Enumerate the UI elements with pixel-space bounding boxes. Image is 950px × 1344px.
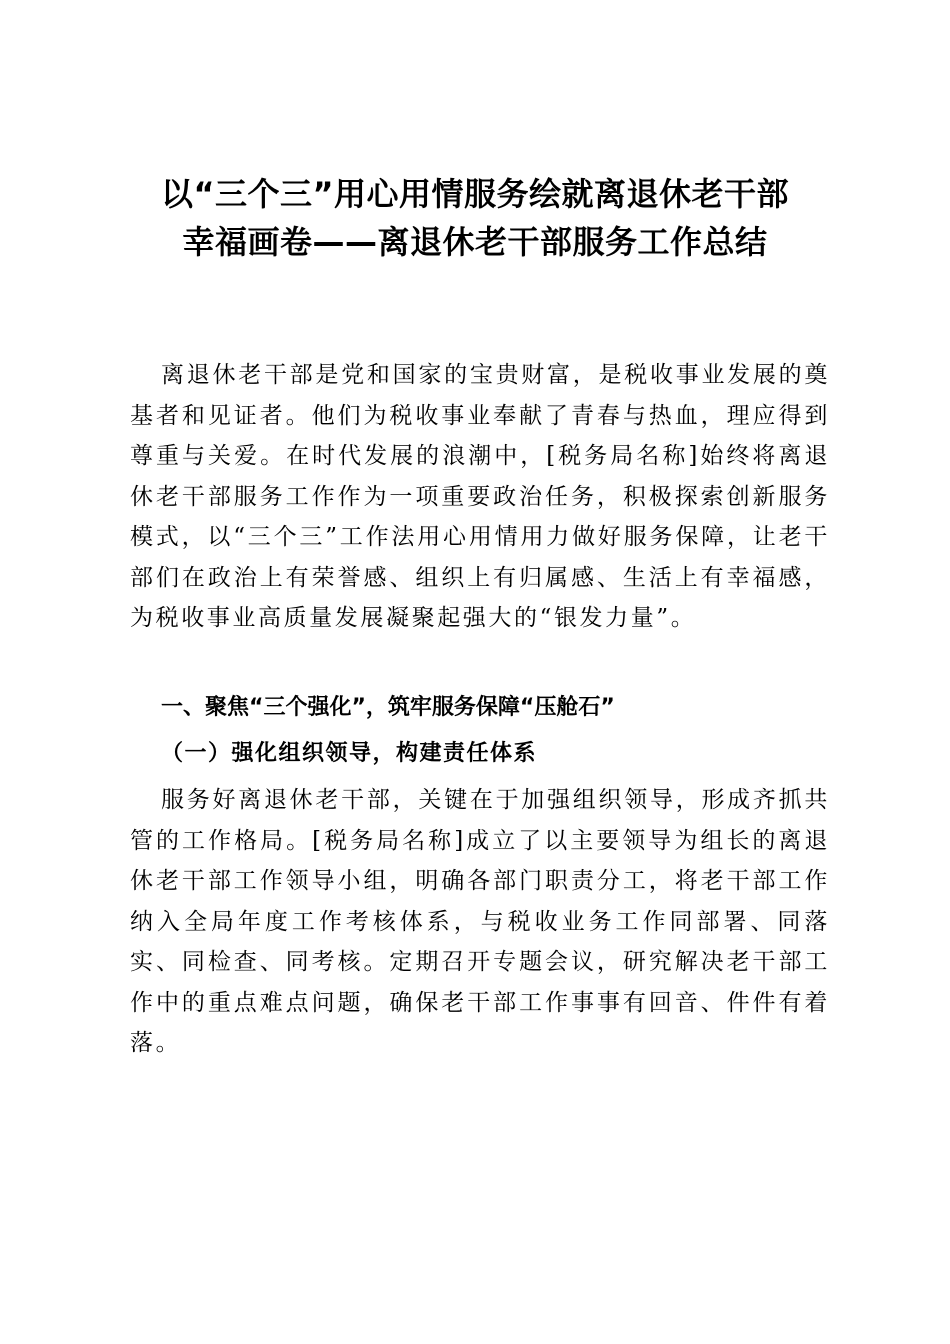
subsection-1-heading: （一）强化组织领导，构建责任体系 <box>161 740 538 766</box>
section-1-heading: 一、聚焦“三个强化”，筑牢服务保障“压舱石” <box>161 695 615 720</box>
intro-paragraph: 离退休老干部是党和国家的宝贵财富，是税收事业发展的奠基者和见证者。他们为税收事业奉献了青春与热血，理应得到尊重与关爱。在时代发展的浪潮中，[税务局名称]始终将离退休老干部服务工作作为一项重要政治任务，积极探索创新服务模式，以“三个三”工作法用心用情用力做好服务保障，让老干部们在政治上有荣誉感、组织上有归属感、生活上有幸福感，为税收事业高质量发展凝聚起强大的“银发力量”。 <box>130 362 830 631</box>
document-title-line-1: 以“三个三”用心用情服务绘就离退休老干部 <box>160 175 790 213</box>
document-title-line-2: 幸福画卷——离退休老干部服务工作总结 <box>182 223 768 261</box>
subsection-1-paragraph: 服务好离退休老干部，关键在于加强组织领导，形成齐抓共管的工作格局。[税务局名称]成立了以主要领导为组长的离退休老干部工作领导小组，明确各部门职责分工，将老干部工作纳入全局年度工作考核体系，与税收业务工作同部署、同落实、同检查、同考核。定期召开专题会议，研究解决老干部工作中的重点难点问题，确保老干部工作事事有回音、件件有着落。 <box>130 787 830 1056</box>
